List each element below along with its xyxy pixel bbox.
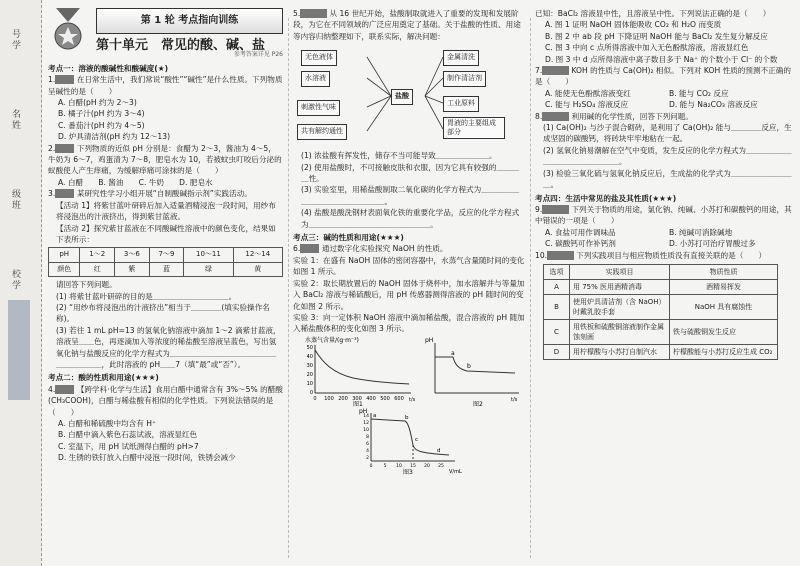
strip-shadow — [8, 300, 30, 400]
svg-text:V/mL: V/mL — [449, 468, 462, 475]
strip-label-id: 号学 — [12, 30, 22, 51]
svg-text:14: 14 — [363, 413, 369, 419]
question-7: 7. KOH 的性质与 Ca(OH)₂ 相似。下列对 KOH 性质的预测不正确的是（ ） A. 能使无色酚酞溶液变红 B. 能与 CO₂ 反应 C. 能与 H₂SO₄ 溶液反应 D. 能与 Na₂CO₃ 溶液反应 — [535, 66, 791, 110]
column-2: 5. 从 16 世纪开始，盐酸制取就进入了重要的发现和发展阶段，为它在不同领域的广泛应用奠定了基础。关于盐酸的性质、用途等内容归纳整理如下，联系实际，解决问题： 无色液体 水溶液 刺激性气味 共有解约通性 盐酸 金属清洗 制作清洁剂 工业原料 胃液的主要组成部分 (1) 浓盐酸有挥发性，储存不当可能导致＿＿＿＿＿＿＿。 (2) 使用盐酸时，不可接触皮肤和衣服，因为它具有较强的＿＿＿＿性。 (3) 实验室里，用稀盐酸制取二氧化碳的化学方程式为＿＿＿＿＿＿＿＿＿＿＿＿＿＿＿＿。 (4) 盐酸是酸洗钢材表面氧化铁的重要化学品，反应的化学方程式为＿＿＿＿＿＿＿＿＿＿＿＿＿＿＿＿。 考点三：碱的性质和用途(★★★) 6. 通过数字化实验探究 NaOH 的性质。 实验 1：在盛有 NaOH 固体的密闭容器中，水蒸气含量随时间的变化如图 1 所示。 实验 2：取长期放置后的 NaOH 固体于烧杯中，加水溶解并与等量加入 BaCl₂ 溶液与稀硫酸后，用 pH 传感器测得溶液的 pH 随时间的变化如图 2 所示。 实验 3：向一定体积 NaOH 溶液中滴加稀盐酸，混合溶液的 pH 随加入稀盐酸体积的变化如图 3 所示。 水蒸气含量/(g·m⁻³) 50 40 30 20 10 0 0 100 200 300 400 500 600 t/s 图1 pH a b t/s 图2 pH 14 12 10 8 6 4 2 0 5 10 15 20 25 a b c d V/mL 图3 — [293, 9, 525, 475]
mindmap-left-node: 无色液体 — [301, 50, 337, 65]
mindmap-right-node: 制作清洁剂 — [443, 71, 486, 86]
mindmap-left-node: 共有解约通性 — [297, 124, 347, 139]
svg-text:a: a — [451, 349, 455, 357]
svg-text:25: 25 — [438, 463, 444, 469]
svg-text:b: b — [405, 414, 409, 421]
column-divider — [288, 18, 289, 558]
question-10: 10. 下列实践项目与相应物质性质没有直接关联的是（ ） — [535, 250, 767, 260]
question-8: 8. 利用碱的化学性质，回答下列问题。 (1) Ca(OH)₂ 与沙子混合砌砖，是利用了 Ca(OH)₂ 能与＿＿＿＿反应，生成坚固的碳酸钙，将砖块牢牢地粘在一起。 (2) 氢氧化钠易潮解在空气中变质，发生反应的化学方程式为＿＿＿＿＿＿＿＿＿＿＿＿＿＿＿＿。 (3) 检验三氧化硫与氢氧化钠反应后，生成盐的化学式为＿＿＿＿＿＿＿＿＿。 — [535, 111, 792, 190]
option: C. 番茄汁(pH 约为 4～5) — [58, 120, 145, 130]
mindmap-right-node: 工业原料 — [443, 96, 479, 111]
svg-text:图1: 图1 — [353, 400, 363, 407]
practice-table: 选项 实践项目 物质性质 A 用 75% 医用酒精消毒 酒精易挥发 B 使用炉具清洁剂（含 NaOH）时戴乳胶手套 NaOH 具有腐蚀性 C 用铁板和硫酸铜溶液制作金属蚀刻画 铁与硫酸铜发生反应 D 用柠檬酸与小苏打自制汽水 柠檬酸能与小苏打反应生成 CO₂ — [543, 264, 778, 360]
svg-text:300: 300 — [352, 395, 362, 402]
figure-1-water-vapor — [293, 335, 418, 407]
svg-text:12: 12 — [363, 420, 369, 426]
option: B. 橘子汁(pH 约为 3～4) — [58, 109, 145, 119]
mindmap-right-node: 金属清洗 — [443, 50, 479, 65]
svg-text:600: 600 — [394, 395, 404, 402]
mindmap-left-node: 水溶液 — [301, 71, 330, 86]
svg-text:30: 30 — [306, 362, 313, 369]
mindmap-right-node: 胃液的主要组成部分 — [443, 117, 505, 139]
table-row: A 用 75% 医用酒精消毒 酒精易挥发 — [544, 279, 778, 294]
svg-text:2: 2 — [366, 455, 369, 461]
table-row: B 使用炉具清洁剂（含 NaOH）时戴乳胶手套 NaOH 具有腐蚀性 — [544, 294, 778, 319]
topic-heading: 考点一：溶液的酸碱性和酸碱度(★) — [48, 63, 169, 73]
topic-heading: 考点四：生活中常见的盐及其性质(★★★) — [535, 193, 677, 203]
svg-text:4: 4 — [366, 448, 369, 454]
svg-text:t/s: t/s — [511, 396, 518, 403]
svg-text:pH: pH — [425, 336, 434, 344]
svg-text:100: 100 — [324, 395, 334, 402]
svg-text:水蒸气含量/(g·m⁻³): 水蒸气含量/(g·m⁻³) — [305, 336, 359, 344]
strip-label-school: 校学 — [12, 270, 22, 291]
svg-text:10: 10 — [396, 463, 402, 469]
figures-area — [293, 335, 525, 475]
column-3 — [535, 8, 793, 360]
svg-text:15: 15 — [410, 463, 416, 469]
option: D. 炉具清洁剂(pH 约为 12～13) — [58, 132, 171, 142]
svg-text:c: c — [415, 436, 419, 443]
answer-reference: 参考答案详见 P26 — [233, 51, 283, 59]
svg-text:0: 0 — [369, 463, 373, 469]
question-5: 5. 从 16 世纪开始，盐酸制取就进入了重要的发现和发展阶段，为它在不同领域的广泛应用奠定了基础。关于盐酸的性质、用途等内容归纳整理如下，联系实际，解决问题： — [293, 9, 521, 41]
hydrochloric-acid-mindmap — [293, 45, 525, 147]
question-1: 1. 在日常生活中，我们常说“酸性”“碱性”是什么性质。下列物质呈碱性的是（ ） A. 白醋(pH 约为 2～3) B. 橘子汁(pH 约为 3～4) C. 番茄汁(pH 约为 4～5) D. 炉具清洁剂(pH 约为 12～13) — [48, 75, 283, 142]
svg-text:400: 400 — [366, 395, 376, 402]
svg-text:图3: 图3 — [403, 468, 413, 475]
svg-text:b: b — [467, 362, 471, 370]
svg-text:20: 20 — [306, 371, 313, 378]
unit-title: 第十单元 常见的酸、碱、盐 — [96, 38, 266, 53]
svg-text:图2: 图2 — [473, 400, 483, 407]
svg-text:50: 50 — [306, 344, 313, 351]
medal-icon — [48, 8, 88, 58]
svg-text:pH: pH — [359, 407, 368, 415]
svg-text:t/s: t/s — [409, 396, 416, 403]
ph-color-table: pH 1～2 3～6 7～9 10～11 12～14 颜色 红 紫 蓝 绿 黄 — [48, 247, 283, 277]
svg-text:20: 20 — [424, 463, 430, 469]
svg-text:10: 10 — [363, 427, 369, 433]
figure-2-ph-time — [423, 335, 523, 407]
question-6-continued: 已知：BaCl₂ 溶液显中性，且溶液呈中性。下列说法正确的是（ ） A. 图 1 证明 NaOH 固体能吸收 CO₂ 和 H₂O 而变质 B. 图 2 中 ab 段 pH 下降证明 NaOH 能与 BaCl₂ 发生复分解反应 C. 图 3 中向 c 点所得溶液中加入无色酚酞溶液，溶液显红色 D. 图 3 中 d 点所得溶液中离子数目多于 Na⁺ 的个数小于 Cl⁻ 的个数 — [535, 9, 778, 64]
svg-text:500: 500 — [380, 395, 390, 402]
svg-text:d: d — [437, 447, 441, 454]
svg-text:40: 40 — [306, 353, 313, 360]
svg-text:a: a — [373, 412, 377, 419]
strip-label-name: 名姓 — [12, 110, 22, 131]
svg-text:0: 0 — [313, 395, 317, 402]
column-divider — [530, 18, 531, 558]
question-3: 3. 某研究性学习小组开展“自制酸碱指示剂”实践活动。 【活动 1】将紫甘蓝叶研碎后加入适量酒精浸泡一段时间，用纱布将浸泡出的汁液挤出，得到紫甘蓝液。 【活动 2】探究紫甘蓝液在不同酸碱性溶液中的颜色变化，结果如下表所示： pH 1～2 3～6 7～9 10～11 12～14 颜色 红 紫 蓝 绿 黄 请回答下列问题。 (1) 将紫甘蓝叶研碎的目的是＿＿＿＿＿＿＿＿＿＿。 (2) “用纱布将浸泡出的汁液挤出”相当于＿＿＿＿(填实验操作名称)。 (3) 若往 1 mL pH=13 的氢氧化钠溶液中滴加 1～2 滴紫甘蓝液，溶液呈＿＿色，再逐滴加入等浓度的稀盐酸至溶液呈蓝色，写出氢氧化钠与盐酸反应的化学方程式为＿＿＿＿＿＿＿＿＿＿＿＿＿＿＿＿＿＿＿＿，此时溶液的 pH＿＿7（填“最”或“否”）。 — [48, 188, 283, 370]
mindmap-center-node: 盐酸 — [391, 89, 413, 104]
mindmap-left-node: 刺激性气味 — [297, 100, 340, 115]
table-row: D 用柠檬酸与小苏打自制汽水 柠檬酸能与小苏打反应生成 CO₂ — [544, 344, 778, 359]
topic-heading: 考点二：酸的性质和用途(★★★) — [48, 373, 159, 383]
strip-label-class: 级班 — [12, 190, 22, 211]
binding-strip — [0, 0, 42, 566]
svg-text:6: 6 — [366, 441, 369, 447]
svg-text:10: 10 — [306, 380, 313, 387]
table-row: C 用铁板和硫酸铜溶液制作金属蚀刻画 铁与硫酸铜发生反应 — [544, 319, 778, 344]
svg-text:200: 200 — [338, 395, 348, 402]
column-1 — [48, 8, 283, 464]
option-row: A. 白醋 B. 酱油 C. 牛奶 D. 肥皂水 — [58, 177, 213, 187]
topic-heading: 考点三：碱的性质和用途(★★★) — [293, 233, 404, 243]
round-banner: 第 1 轮 考点指向训练 — [96, 8, 283, 34]
option: A. 白醋(pH 约为 2～3) — [58, 98, 137, 108]
question-4: 4. 【跨学科·化学与生活】食用白醋中通常含有 3%～5% 的醋酸(CH₃COOH)，白醋与稀盐酸有相似的化学性质。下列说法错误的是（ ） A. 白醋和稀硫酸中均含有 H⁺ B. 白醋中滴入紫色石蕊试液，溶液显红色 C. 室温下，用 pH 试纸测得白醋的 pH>7 D. 生锈的铁钉放入白醋中浸泡一段时间，铁锈会减少 — [48, 384, 283, 463]
svg-text:8: 8 — [366, 434, 369, 440]
question-6: 6. 通过数字化实验探究 NaOH 的性质。 实验 1：在盛有 NaOH 固体的密闭容器中，水蒸气含量随时间的变化如图 1 所示。 实验 2：取长期放置后的 NaOH 固体于烧杯中，加水溶解并与等量加入 BaCl₂ 溶液与稀硫酸后，用 pH 传感器测得溶液的 pH 随时间的变化如图 2 所示。 实验 3：向一定体积 NaOH 溶液中滴加稀盐酸，混合溶液的 pH 随加入稀盐酸体积的变化如图 3 所示。 — [293, 244, 525, 334]
question-9: 9. 下列关于物质的用途，氯化钠、纯碱、小苏打和碳酸钙的用途，其中错误的一项是（ ） A. 食盐可用作调味品 B. 纯碱可消除碱地 C. 碳酸钙可作补钙剂 D. 小苏打可治疗胃酸过多 — [535, 204, 792, 249]
svg-text:5: 5 — [383, 463, 387, 469]
svg-text:0: 0 — [309, 389, 313, 396]
question-2: 2. 下列物质的近似 pH 分别是：食醋为 2～3，酱油为 4～5，牛奶为 6～7，鸡蛋清为 7～8，肥皂水为 10，若被蚊虫叮咬后分泌的蚁酸使人产生痒痛，为缓解痒痛可涂抹的是（ ） A. 白醋 B. 酱油 C. 牛奶 D. 肥皂水 — [48, 143, 282, 187]
figure-3-ph-volume — [353, 407, 463, 475]
